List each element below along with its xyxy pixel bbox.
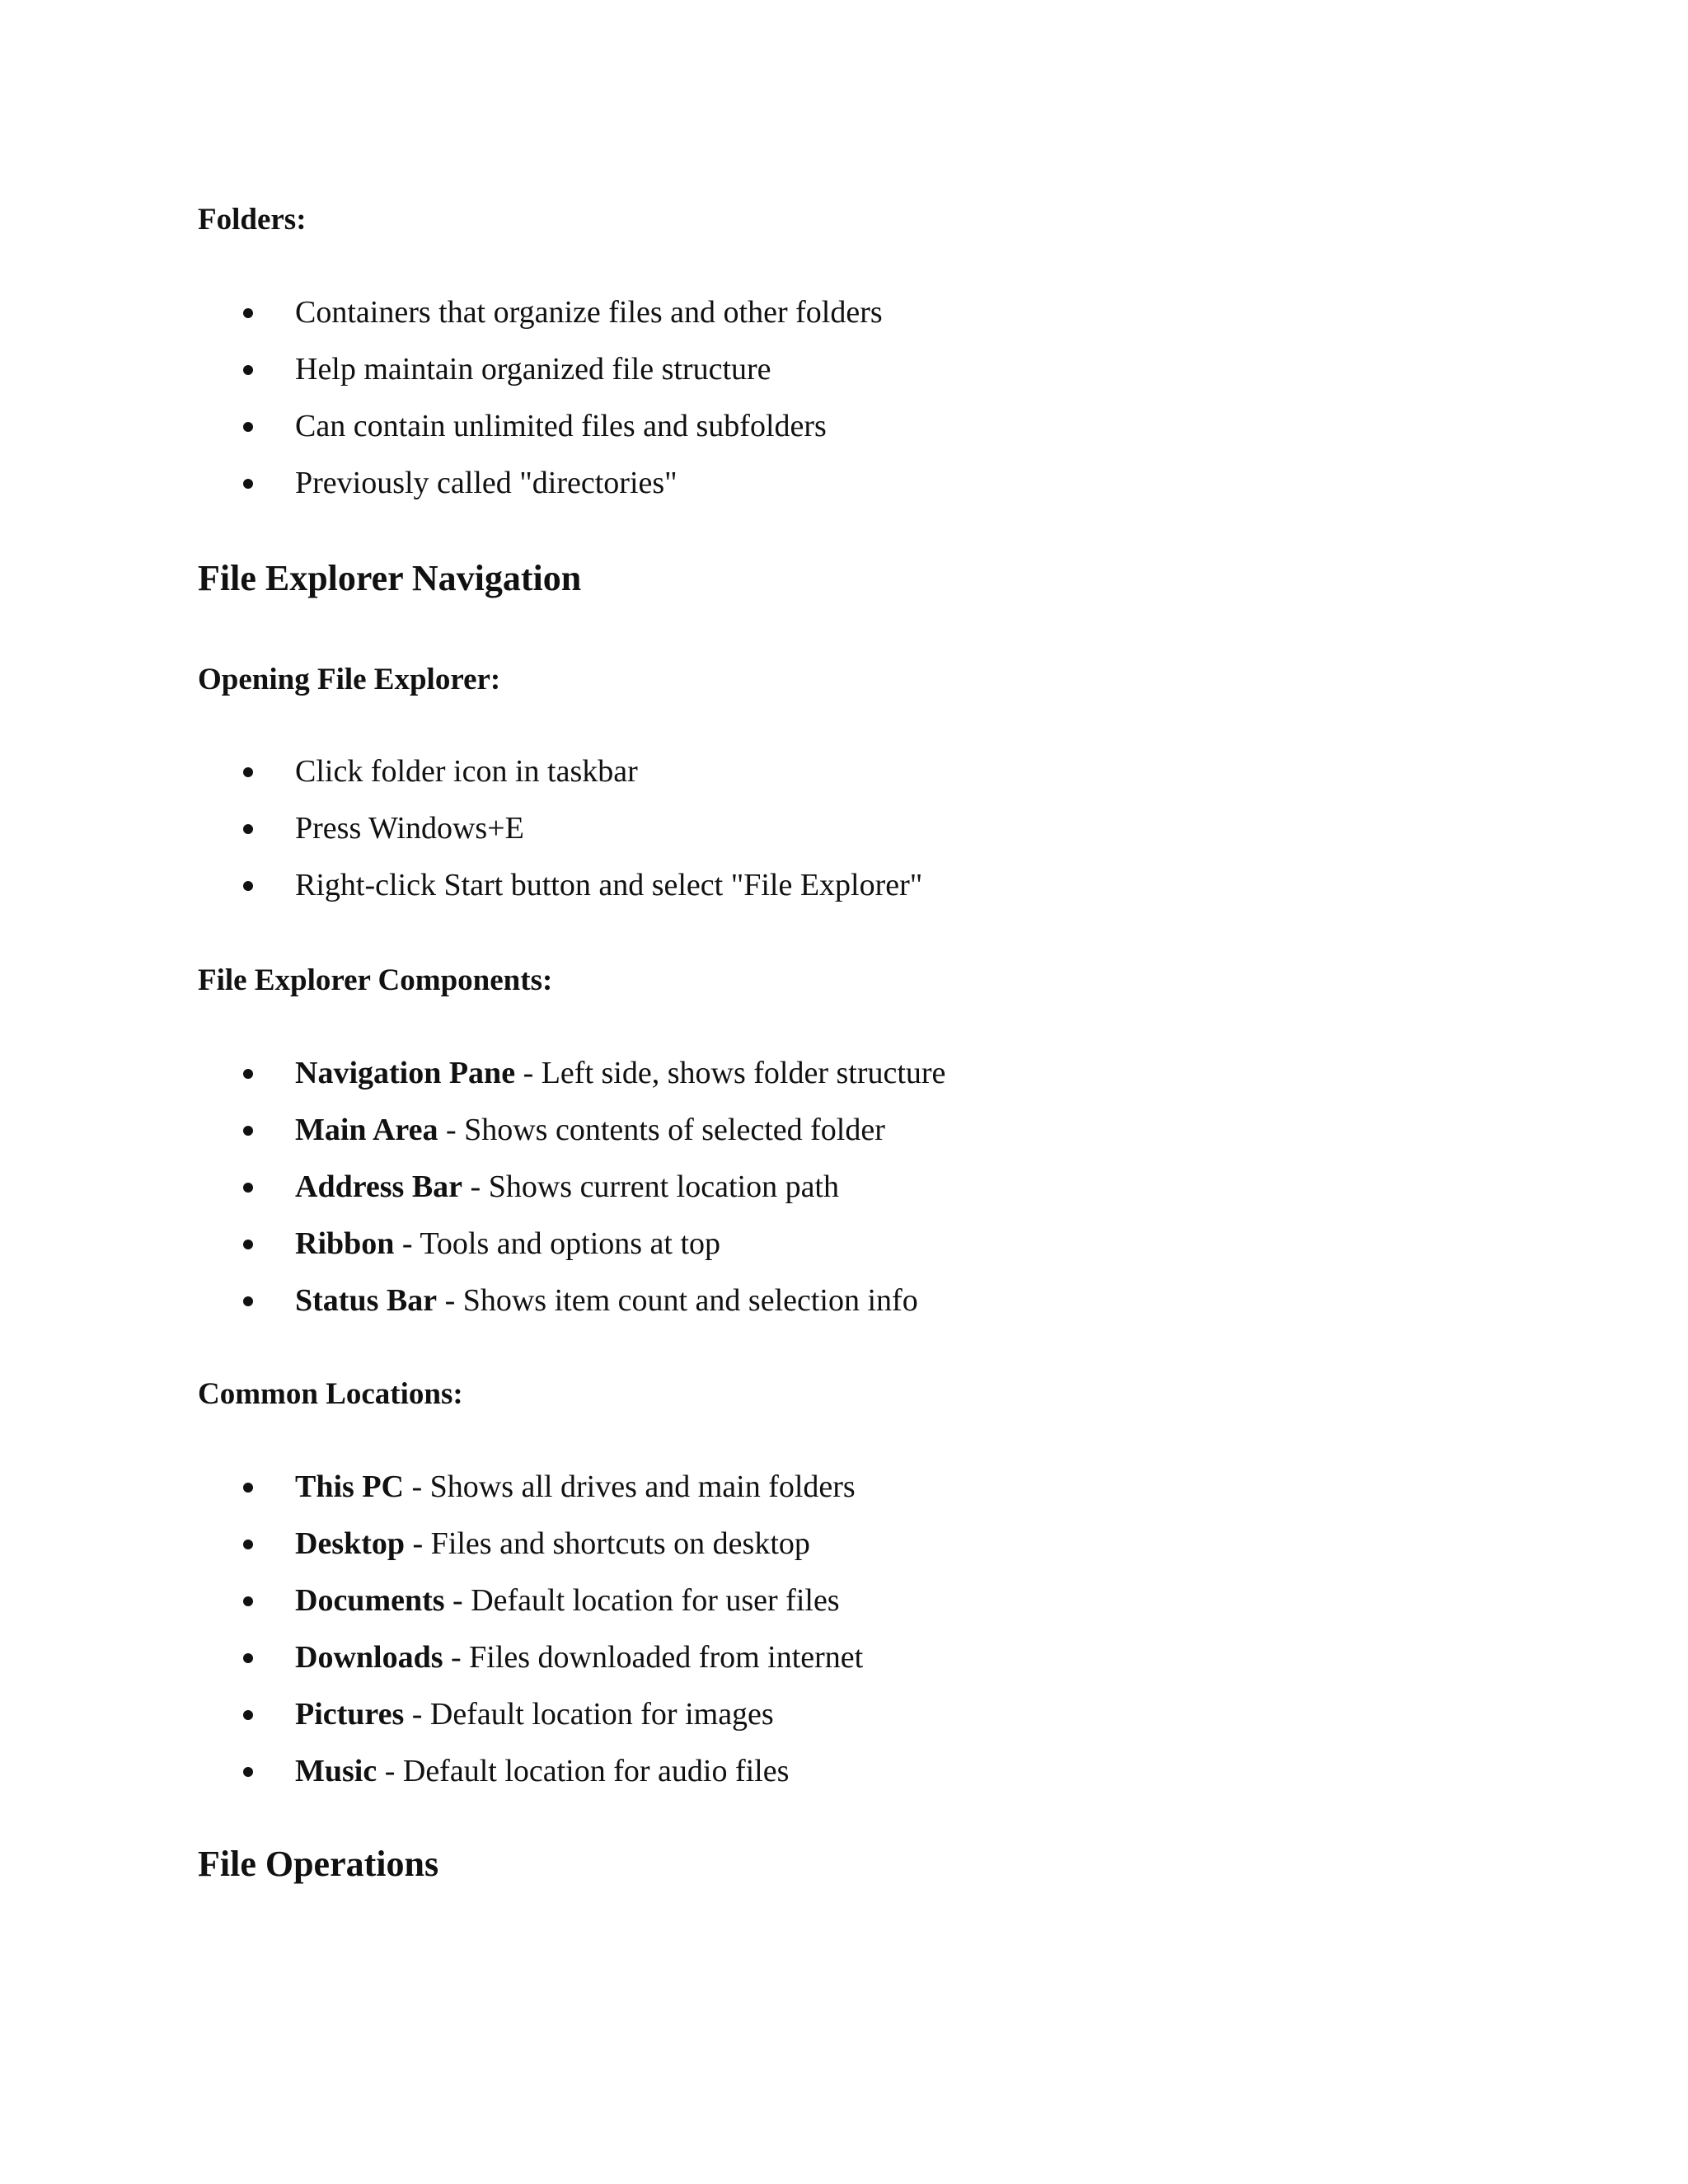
bullet-icon xyxy=(243,1540,253,1549)
bullet-icon xyxy=(243,824,253,834)
bullet-icon xyxy=(243,422,253,432)
list-item-term: Main Area xyxy=(295,1113,438,1147)
list-item-term: This PC xyxy=(295,1469,404,1504)
bullet-icon xyxy=(243,1069,253,1079)
list-item-text: Right-click Start button and select "File Explorer" xyxy=(295,868,923,902)
list-item-desc: - Default location for user files xyxy=(444,1583,840,1618)
list-item-text xyxy=(295,1114,885,1146)
bullet-icon xyxy=(243,881,253,891)
bullet-icon xyxy=(243,1653,253,1663)
bullet-icon xyxy=(243,1767,253,1777)
list-item-term: Music xyxy=(295,1754,377,1788)
bullet-icon xyxy=(243,1183,253,1193)
section-heading-common-locations: Common Locations: xyxy=(198,1377,463,1411)
section-heading-file-operations: File Operations xyxy=(198,1844,439,1884)
list-item-term: Pictures xyxy=(295,1697,405,1732)
list-item-desc: - Files downloaded from internet xyxy=(443,1640,864,1675)
bullet-icon xyxy=(243,1240,253,1249)
list-item-term: Address Bar xyxy=(295,1169,463,1204)
list-item-term: Documents xyxy=(295,1583,445,1618)
list-item-desc: - Tools and options at top xyxy=(394,1226,721,1261)
bullet-icon xyxy=(243,767,253,777)
list-item-text: Previously called "directories" xyxy=(295,466,678,500)
list-item-text xyxy=(295,1171,839,1202)
list-item-term: Status Bar xyxy=(295,1283,438,1318)
list-item-term: Navigation Pane xyxy=(295,1056,516,1090)
bullet-icon xyxy=(243,479,253,489)
list-item-desc: - Shows current location path xyxy=(462,1169,839,1204)
bullet-icon xyxy=(243,1710,253,1720)
list-item-text xyxy=(295,1585,840,1616)
list-item-term: Desktop xyxy=(295,1526,406,1561)
list-item-text: Help maintain organized file structure xyxy=(295,352,771,387)
list-item-text xyxy=(295,1057,945,1089)
list-item-desc: - Default location for audio files xyxy=(377,1754,790,1788)
bullet-icon xyxy=(243,1126,253,1136)
section-heading-opening-file-explorer: Opening File Explorer: xyxy=(198,663,501,696)
list-item-text: Containers that organize files and other folders xyxy=(295,295,883,330)
list-item-text xyxy=(295,1699,774,1730)
list-item-text xyxy=(295,1228,720,1259)
list-item-text xyxy=(295,1755,789,1787)
list-item-text: Click folder icon in taskbar xyxy=(295,754,638,789)
list-item-desc: - Shows item count and selection info xyxy=(437,1283,918,1318)
list-item-desc: - Files and shortcuts on desktop xyxy=(405,1526,810,1561)
list-item-text: Can contain unlimited files and subfolders xyxy=(295,409,827,443)
section-heading-folders: Folders: xyxy=(198,203,307,237)
bullet-icon xyxy=(243,308,253,318)
bullet-icon xyxy=(243,1296,253,1306)
list-item-text xyxy=(295,1642,863,1673)
bullet-icon xyxy=(243,1596,253,1606)
list-item-text xyxy=(295,1285,918,1316)
list-item-term: Ribbon xyxy=(295,1226,395,1261)
section-heading-file-explorer-components: File Explorer Components: xyxy=(198,963,553,997)
list-item-desc: - Default location for images xyxy=(404,1697,774,1732)
list-item-text: Press Windows+E xyxy=(295,811,524,846)
bullet-icon xyxy=(243,365,253,375)
list-item-text xyxy=(295,1471,856,1502)
list-item-desc: - Shows all drives and main folders xyxy=(403,1469,856,1504)
bullet-icon xyxy=(243,1483,253,1493)
list-item-desc: - Shows contents of selected folder xyxy=(438,1113,885,1147)
list-item-term: Downloads xyxy=(295,1640,443,1675)
list-item-text xyxy=(295,1528,810,1559)
list-item-desc: - Left side, shows folder structure xyxy=(515,1056,946,1090)
section-heading-file-explorer-navigation: File Explorer Navigation xyxy=(198,558,582,598)
